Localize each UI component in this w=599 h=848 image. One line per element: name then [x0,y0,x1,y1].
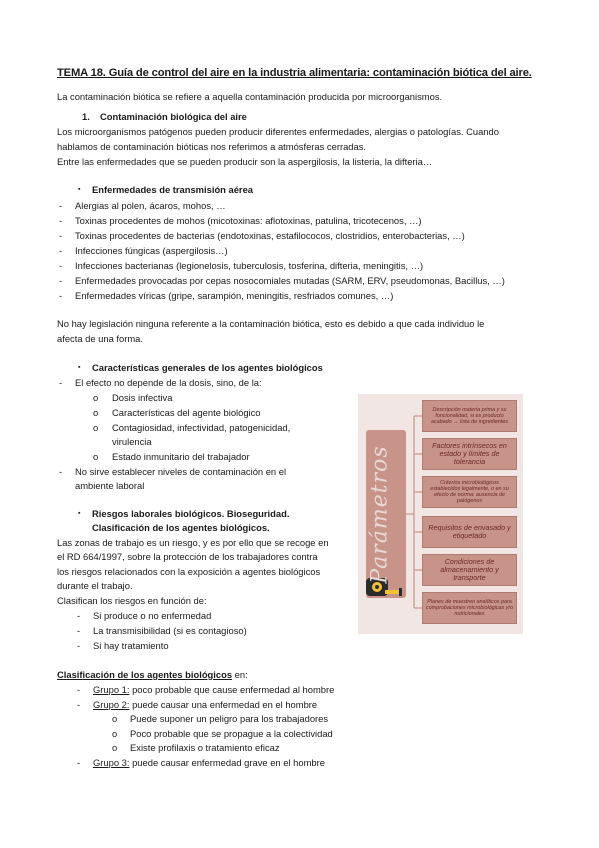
airborne-heading: Enfermedades de transmisión aérea [92,184,254,195]
dash-bullet: - [77,610,81,621]
list-item: ambiente laboral [75,480,145,491]
list-item: Infecciones bacterianas (legionelosis, tuberculosis, tosferina, difteria, meningitis, …) [75,260,424,271]
sub-list-item: Características del agente biológico [112,407,261,418]
dash-bullet: - [59,466,63,477]
group-item [93,684,334,696]
section1-para-line: Entre las enfermedades que se pueden producir son la aspergilosis, la listeria, la difteria… [57,156,433,167]
section1-para-line: Los microorganismos patógenos pueden producir diferentes enfermedades, alergias o patologías. Cuando [57,126,499,137]
parameters-vertical-label: Parámetros [367,444,393,584]
parameter-box: Planes de muestreo analíticos para comprobaciones microbiológicas y/o nutricionales [422,592,517,624]
group-text: poco probable que cause enfermedad al hombre [129,684,335,695]
dash-bullet: - [59,245,63,256]
dash-bullet: - [59,290,63,301]
sub-list-item: Puede suponer un peligro para los trabajadores [130,713,329,724]
dash-bullet: - [77,699,81,710]
list-item: La transmisibilidad (si es contagioso) [93,625,247,636]
classification-heading: Clasificación de los agentes biológicos [57,669,233,680]
section1-number: 1. [82,111,90,122]
circle-bullet: o [93,407,99,418]
circle-bullet: o [93,451,99,462]
sub-list-item: Poco probable que se propague a la colectividad [130,728,333,739]
dash-bullet: - [59,215,63,226]
circle-bullet: o [112,742,118,753]
dash-bullet: - [59,377,63,388]
classification-heading-suffix: en: [232,669,248,680]
section1-para-line: hablamos de contaminación bióticas nos referimos a atmósferas cerradas. [57,141,367,152]
square-bullet: ▪ [78,186,81,193]
dash-bullet: - [77,757,81,768]
circle-bullet: o [112,713,118,724]
dash-bullet: - [77,625,81,636]
circle-bullet: o [93,422,99,433]
legislation-line: afecta de una forma. [57,333,143,344]
circle-bullet: o [93,392,99,403]
square-bullet: ▪ [78,510,81,517]
list-item: Si hay tratamiento [93,640,169,651]
sub-list-item: Dosis infectiva [112,392,173,403]
group-label: Grupo 2: [93,699,130,710]
sub-list-item: Existe profilaxis o tratamiento eficaz [130,742,280,753]
risks-subheading: Clasificación de los agentes biológicos. [92,522,270,533]
group-text: puede causar enfermedad grave en el hombre [129,757,325,768]
list-item: Enfermedades víricas (gripe, sarampión, meningitis, resfriados comunes, …) [75,290,394,301]
sub-list-item: virulencia [112,436,152,447]
circle-bullet: o [112,728,118,739]
group-label: Grupo 1: [93,684,130,695]
legislation-line: No hay legislación ninguna referente a la contaminación biótica, esto es debido a que cada individuo le [57,318,485,329]
parameter-box: Descripción materia prima y su funcionalidad, si es producto acabado → lista de ingredientes [422,400,517,432]
list-item: No sirve establecer niveles de contaminación en el [75,466,287,477]
parameter-box: Requisitos de envasado y etiquetado [422,516,517,548]
section1-heading: Contaminación biológica del aire [100,111,247,122]
list-item: Infecciones fúngicas (aspergilosis…) [75,245,228,256]
risks-para-line: el RD 664/1997, sobre la protección de los trabajadores contra [57,551,318,562]
characteristics-heading: Características generales de los agentes biológicos [92,362,323,373]
classification-heading-line [57,669,248,681]
list-item: El efecto no depende de la dosis, sino, de la: [75,377,262,388]
list-item: Alergias al polen, ácaros, mohos, … [75,200,226,211]
risks-para-line: Clasifican los riesgos en función de: [57,595,207,606]
dash-bullet: - [77,640,81,651]
group-label: Grupo 3: [93,757,130,768]
parameter-box: Criterios microbiológicos establecidos legalmente, o en su efecto de norma: ausencia de patógenos [422,476,517,508]
list-item: Si produce o no enfermedad [93,610,212,621]
list-item: Toxinas procedentes de mohos (micotoxinas: aflotoxinas, patulina, tricotecenos, …) [75,215,422,226]
parameter-box: Factores intrínsecos en estado y límites de tolerancia [422,438,517,470]
group-text: puede causar una enfermedad en el hombre [129,699,318,710]
risks-para-line: los riesgos relacionados con la exposición a agentes biológicos [57,566,321,577]
group-item [93,699,317,711]
dash-bullet: - [59,200,63,211]
sub-list-item: Contagiosidad, infectividad, patogenicidad, [112,422,291,433]
list-item: Toxinas procedentes de bacterias (endotoxinas, estafilococos, clostridios, enterobacterias, …) [75,230,465,241]
dash-bullet: - [77,684,81,695]
intro-text: La contaminación biótica se refiere a aquella contaminación producida por microorganismos. [57,91,443,102]
sub-list-item: Estado inmunitario del trabajador [112,451,250,462]
dash-bullet: - [59,260,63,271]
risks-para-line: Las zonas de trabajo es un riesgo, y es por ello que se recoge en [57,537,329,548]
risks-para-line: durante el trabajo. [57,580,133,591]
square-bullet: ▪ [78,364,81,371]
page-title: TEMA 18. Guía de control del aire en la industria alimentaria: contaminación biótica del aire. [57,67,532,79]
dash-bullet: - [59,275,63,286]
risks-heading: Riesgos laborales biológicos. Bioseguridad. [92,508,290,519]
parameter-box: Condiciones de almacenamiento y transporte [422,554,517,586]
parameters-diagram [358,394,523,634]
dash-bullet: - [59,230,63,241]
group-item [93,757,325,769]
list-item: Enfermedades provocadas por cepas nosocomiales mutadas (SARM, ERV, pseudomonas, Bacillus, …) [75,275,505,286]
